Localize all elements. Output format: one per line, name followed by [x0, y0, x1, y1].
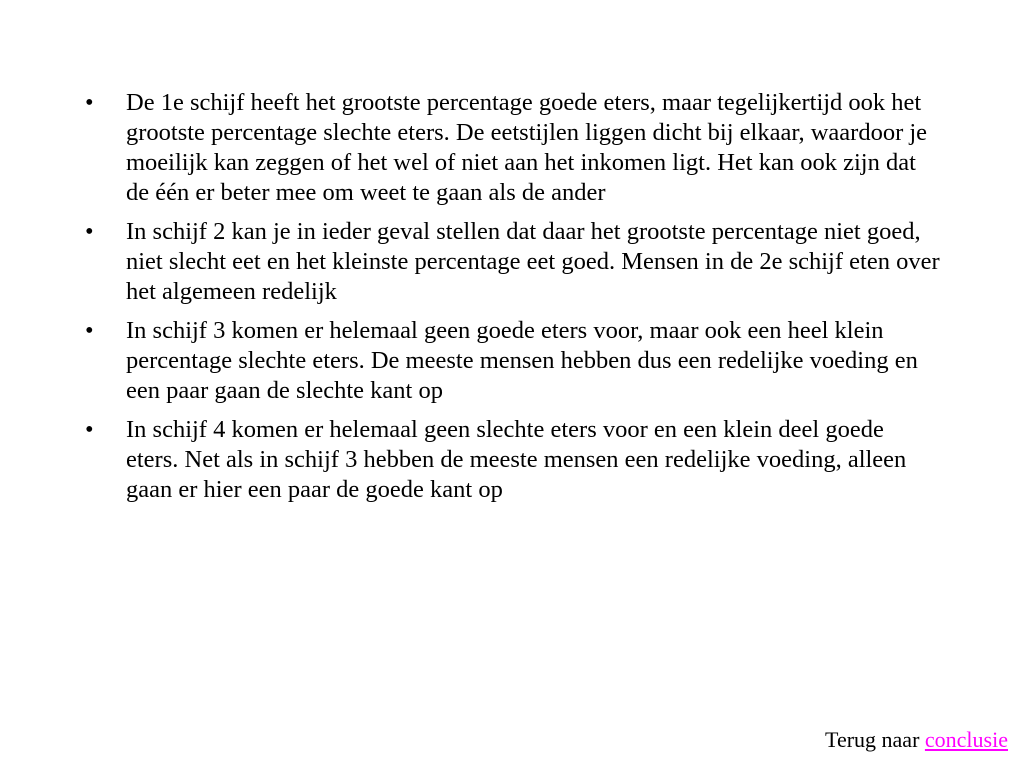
bullet-text: In schijf 3 komen er helemaal geen goede eters voor, maar ook een heel klein percentage slechte eters. De meeste mensen hebben dus een redelijke voeding en een paar gaan de slechte kant op	[126, 317, 918, 404]
bullet-item-1	[82, 88, 942, 208]
bullet-icon: •	[85, 89, 94, 116]
bullet-icon: •	[85, 317, 94, 344]
bullet-text: In schijf 4 komen er helemaal geen slechte eters voor en een klein deel goede eters. Net als in schijf 3 hebben de meeste mensen een redelijke voeding, alleen gaan er hier een paar de goede kant op	[126, 416, 907, 503]
conclusie-link[interactable]: conclusie	[924, 727, 1008, 752]
back-prefix: Terug naar	[825, 727, 920, 752]
bullet-icon: •	[85, 218, 94, 245]
bullet-text: De 1e schijf heeft het grootste percentage goede eters, maar tegelijkertijd ook het grootste percentage slechte eters. De eetstijlen liggen dicht bij elkaar, waardoor je moeilijk kan zeggen of het wel of niet aan het inkomen ligt. Het kan ook zijn dat de één er beter mee om weet te gaan als de ander	[126, 89, 928, 206]
bullet-item-4	[82, 415, 942, 505]
bullet-icon: •	[85, 416, 94, 443]
back-navigation	[825, 726, 1008, 754]
bullet-item-3	[82, 316, 942, 406]
bullet-list	[82, 88, 942, 514]
bullet-text: In schijf 2 kan je in ieder geval stellen dat daar het grootste percentage niet goed, niet slecht eet en het kleinste percentage eet goed. Mensen in de 2e schijf eten over het algemeen redelijk	[126, 218, 940, 305]
bullet-item-2	[82, 217, 942, 307]
